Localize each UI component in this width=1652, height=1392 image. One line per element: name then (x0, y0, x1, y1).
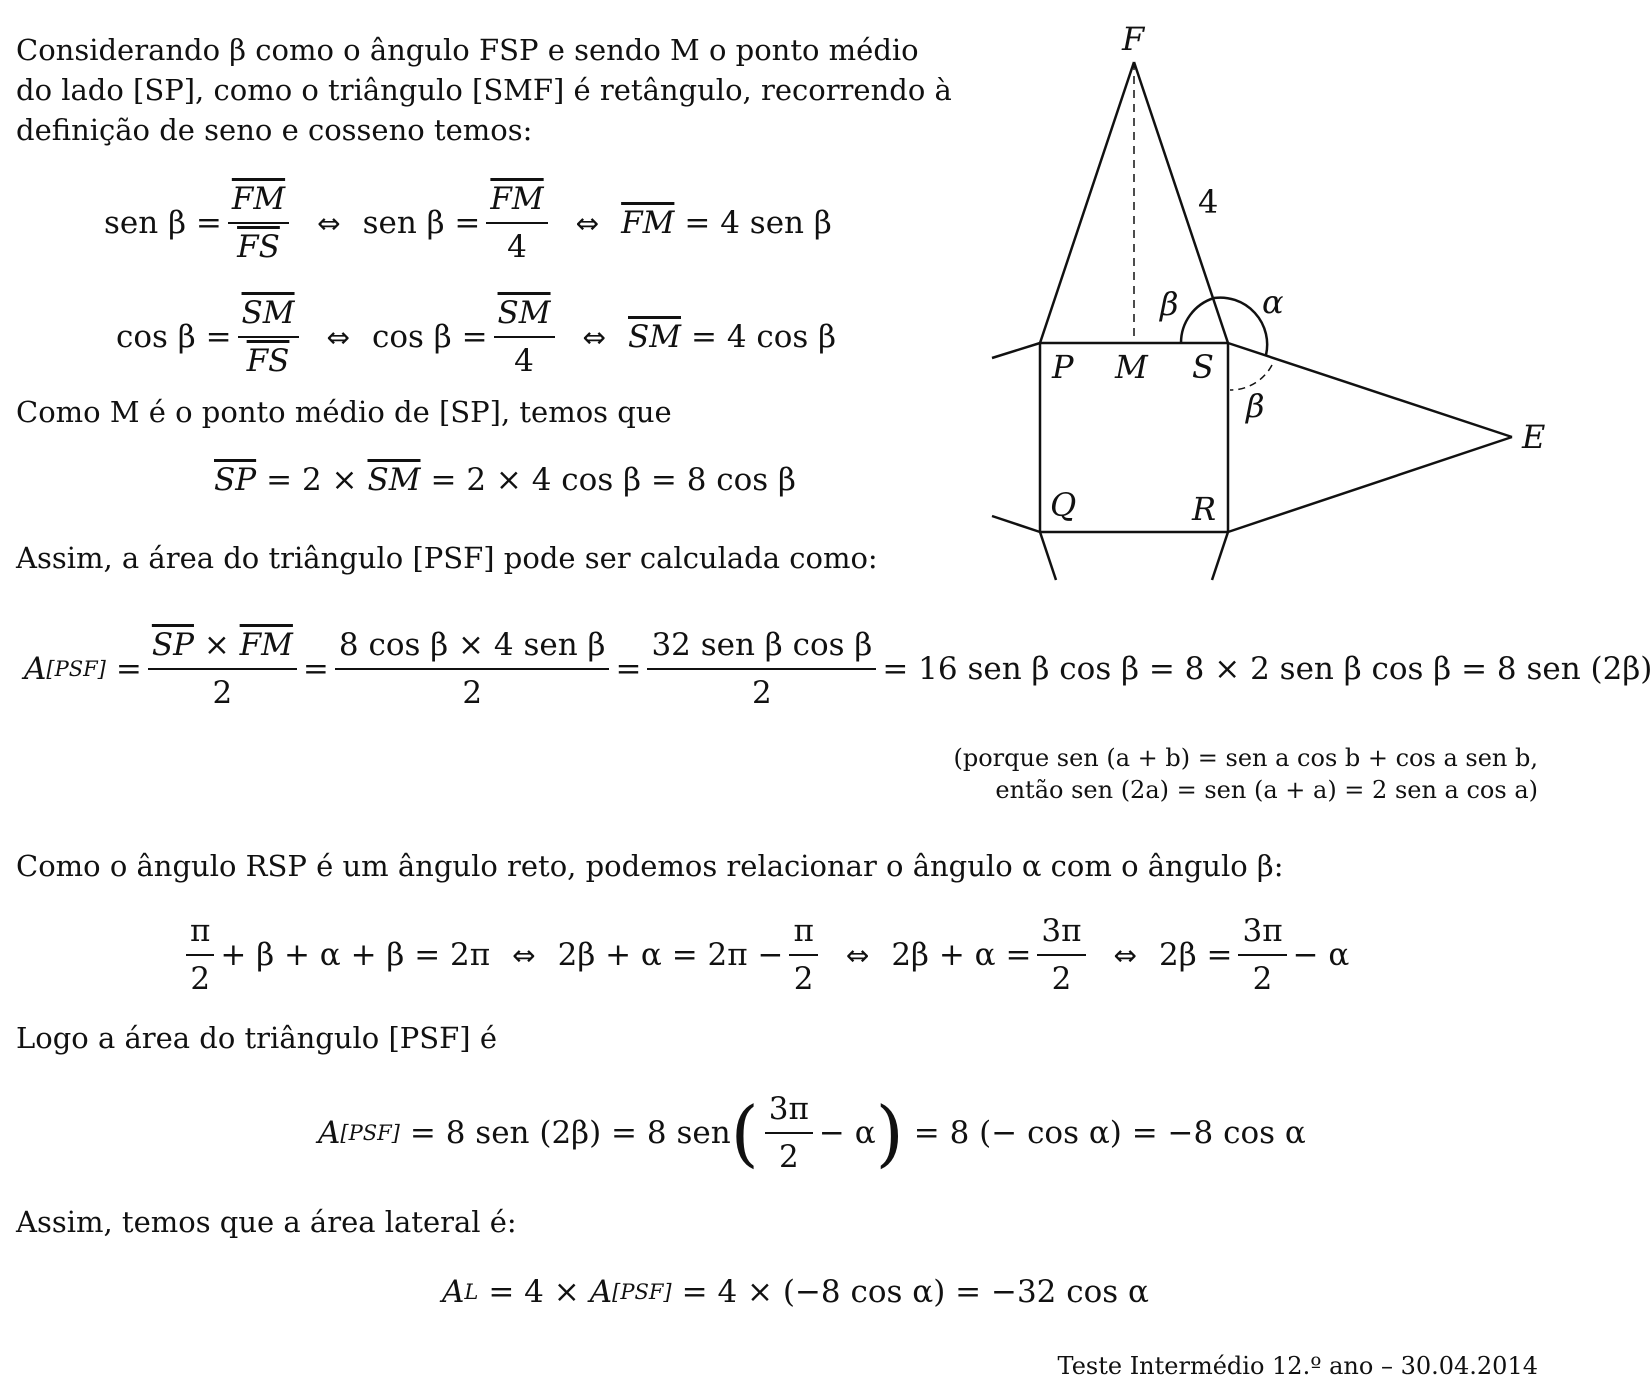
area-subscript: [PSF] (340, 1121, 400, 1145)
iff-symbol: ⇔ (317, 206, 341, 240)
iff-symbol: ⇔ (575, 206, 600, 240)
label-side: 4 (1198, 183, 1219, 221)
eq-sp-a: $\overline{SP}$ (214, 462, 257, 498)
label-alpha: α (1262, 283, 1284, 321)
numerator-sp: $\overline{SP}$ (151, 627, 194, 663)
iff-symbol: ⇔ (845, 938, 870, 972)
equation-angles (180, 912, 1349, 998)
label-Q: Q (1050, 486, 1077, 524)
intro-line-2: do lado [SP], como o triângulo [SMF] é retângulo, recorrendo à (16, 73, 952, 107)
fraction-numerator: 3π (1238, 912, 1286, 956)
iff-symbol: ⇔ (512, 938, 536, 972)
eq-sp-d: = 2 × 4 cos β = 8 cos β (430, 462, 796, 498)
fraction (238, 294, 299, 380)
area-symbol: A (24, 651, 47, 687)
equals: = (302, 651, 329, 687)
fraction-denominator: 2 (752, 675, 772, 711)
equation-sine (104, 180, 832, 266)
area2-part-1: = 8 sen (2β) = 8 sen (409, 1115, 731, 1151)
times-symbol: × (193, 627, 240, 663)
lateral-text: Assim, temos que a área lateral é: (16, 1205, 517, 1239)
logo-text: Logo a área do triângulo [PSF] é (16, 1021, 497, 1055)
equation-area (24, 626, 1652, 712)
lateral-part-2: = 4 × (−8 cos α) = −32 cos α (681, 1274, 1149, 1310)
fraction-denominator: 4 (507, 229, 527, 265)
fraction-numerator: $\overline{SM}$ (238, 294, 299, 338)
fraction-numerator: 8 cos β × 4 sen β (335, 626, 610, 670)
fraction (647, 626, 876, 712)
fraction (148, 626, 297, 712)
equals: = (115, 651, 142, 687)
eq-cos-rhs-var: $\overline{SM}$ (628, 319, 681, 355)
label-P: P (1052, 348, 1074, 386)
fraction-denominator: FS (246, 343, 290, 379)
iff-symbol: ⇔ (1113, 938, 1137, 972)
identity-note (953, 742, 1538, 806)
fraction-numerator (148, 626, 297, 670)
intro-line-1: Considerando β como o ângulo FSP e sendo M o ponto médio (16, 33, 919, 67)
fraction-denominator: 2 (1051, 961, 1072, 997)
edge-RE (1228, 437, 1512, 532)
arc-beta (1181, 298, 1214, 343)
fraction-denominator: 2 (778, 1139, 799, 1175)
pyramid-net-figure (980, 10, 1550, 590)
fraction-numerator: $\overline{FM}$ (486, 180, 547, 224)
lateral-part-1: = 4 × (488, 1274, 580, 1310)
angles-part-1: + β + α + β = 2π (220, 937, 491, 973)
equation-cosine (116, 294, 836, 380)
edge-SE (1228, 343, 1512, 437)
fraction (186, 912, 214, 998)
eq-sin-rhs: = 4 sen β (684, 205, 832, 241)
area-symbol: A (589, 1274, 613, 1310)
edge-Q-down (1040, 532, 1056, 580)
fraction-denominator: 2 (462, 675, 483, 711)
numerator-fm: $\overline{FM}$ (239, 627, 293, 663)
fraction (789, 912, 817, 998)
area2-part-3: = 8 (− cos α) = −8 cos α (913, 1115, 1306, 1151)
left-paren: ( (730, 1091, 759, 1175)
equation-lateral (442, 1274, 1149, 1310)
eq-sp-c: $\overline{SM}$ (367, 462, 421, 498)
label-beta: β (1160, 285, 1179, 323)
lateral-subscript: L (464, 1280, 479, 1304)
eq-cos-rhs: = 4 cos β (690, 319, 837, 355)
right-paren: ) (875, 1091, 904, 1175)
edge-Q-left (992, 516, 1040, 532)
lateral-area-symbol: A (442, 1274, 465, 1310)
angles-part-4: 2β = (1159, 937, 1233, 973)
area-text: Assim, a área do triângulo [PSF] pode ser calculada como: (16, 541, 878, 575)
angles-part-2: 2β + α = 2π − (557, 937, 784, 973)
edge-R-down (1212, 532, 1228, 580)
eq-sin-rhs-var: $\overline{FM}$ (621, 205, 675, 241)
area-subscript: [PSF] (612, 1280, 672, 1304)
area-subscript: [PSF] (46, 657, 106, 681)
fraction-numerator: $\overline{FM}$ (228, 180, 289, 224)
edge-PF (1040, 62, 1134, 343)
equation-sp (214, 462, 796, 498)
intro-line-3: definição de seno e cosseno temos: (16, 113, 533, 147)
fraction-denominator: 2 (212, 675, 233, 711)
eq-sin-lhs: sen β = (104, 205, 222, 241)
eq-sp-b: = 2 × (266, 462, 358, 498)
iff-symbol: ⇔ (326, 320, 350, 354)
fraction-numerator: 3π (765, 1090, 813, 1134)
edge-P-left (992, 343, 1040, 358)
fraction-numerator: π (789, 912, 817, 956)
fraction-numerator: 32 sen β cos β (647, 626, 876, 670)
midpoint-text: Como M é o ponto médio de [SP], temos que (16, 395, 672, 429)
fraction (765, 1090, 813, 1176)
angles-part-5: − α (1292, 937, 1350, 973)
footer-source: Teste Intermédio 12.º ano – 30.04.2014 (1057, 1352, 1538, 1380)
angles-part-3: 2β + α = (891, 937, 1032, 973)
fraction-numerator: 3π (1037, 912, 1085, 956)
area2-part-2: − α (818, 1115, 876, 1151)
right-angle-text: Como o ângulo RSP é um ângulo reto, podemos relacionar o ângulo α com o ângulo β: (16, 849, 1284, 883)
note-line-1: (porque sen (a + b) = sen a cos b + cos a sen b, (953, 744, 1538, 772)
fraction (1238, 912, 1286, 998)
eq-sin-mid: sen β = (362, 205, 481, 241)
note-line-2: então sen (2a) = sen (a + a) = 2 sen a cos a) (995, 776, 1538, 804)
fraction (494, 294, 555, 380)
area-symbol: A (318, 1115, 341, 1151)
fraction (1037, 912, 1085, 998)
fraction-numerator: π (186, 912, 214, 956)
label-R: R (1192, 490, 1217, 528)
label-S: S (1192, 348, 1214, 386)
fraction-denominator: 2 (1252, 961, 1273, 997)
fraction (335, 626, 610, 712)
label-F: F (1122, 20, 1145, 58)
fraction (228, 180, 289, 266)
label-M: M (1115, 348, 1148, 386)
iff-symbol: ⇔ (582, 320, 606, 354)
fraction-denominator: 2 (190, 961, 211, 997)
fraction-denominator: 2 (793, 961, 814, 997)
eq-cos-lhs: cos β = (116, 319, 232, 355)
area-rest: = 16 sen β cos β = 8 × 2 sen β cos β = 8 sen (2β) (882, 651, 1652, 687)
fraction-numerator: $\overline{SM}$ (494, 294, 555, 338)
fraction-denominator: 4 (514, 343, 534, 379)
fraction (486, 180, 547, 266)
equation-area-final (318, 1090, 1306, 1176)
fraction-denominator: FS (237, 229, 280, 265)
equals: = (615, 651, 642, 687)
label-E: E (1522, 418, 1546, 456)
eq-cos-mid: cos β = (372, 319, 488, 355)
label-beta-2: β (1246, 387, 1265, 425)
